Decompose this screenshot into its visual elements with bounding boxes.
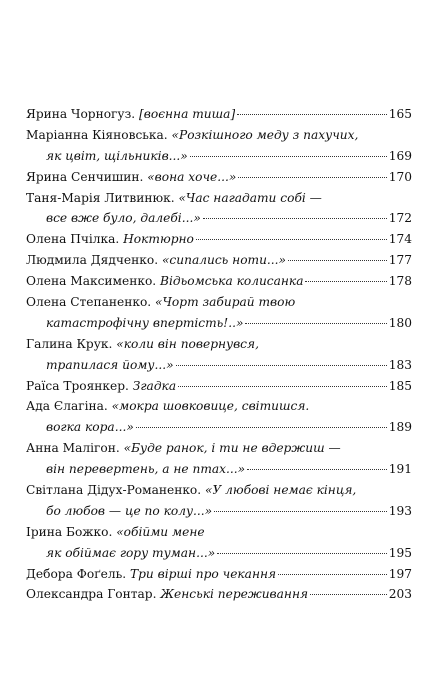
toc-author: Олена Максименко. bbox=[26, 274, 157, 289]
toc-title: «Час нагадати собі — bbox=[178, 190, 322, 205]
dot-leader bbox=[245, 322, 386, 324]
toc-entry-text bbox=[26, 501, 212, 522]
dot-leader bbox=[178, 385, 387, 387]
dot-leader bbox=[278, 573, 387, 575]
toc-title: «обійми мене bbox=[116, 524, 205, 539]
toc-author: Галина Крук. bbox=[26, 336, 113, 351]
toc-entry-line bbox=[26, 417, 412, 438]
toc-title: «Розкішного меду з пахучих, bbox=[171, 127, 359, 142]
toc-entry-line bbox=[26, 229, 412, 250]
toc-entry-line bbox=[26, 501, 412, 522]
toc-author: Ада Єлагіна. bbox=[26, 399, 108, 414]
toc-page-number: 191 bbox=[388, 462, 412, 477]
toc-entry-line bbox=[26, 564, 412, 585]
toc-title: Згадка bbox=[132, 378, 177, 393]
toc-page-number: 177 bbox=[388, 253, 412, 268]
toc-entry bbox=[26, 292, 412, 334]
toc-title: Відьомська колисанка bbox=[160, 274, 304, 289]
toc-page-number: 174 bbox=[388, 232, 412, 247]
toc-entry-line bbox=[26, 334, 412, 355]
toc-author: Маріанна Кіяновська. bbox=[26, 127, 168, 142]
toc-page-number: 195 bbox=[388, 545, 412, 560]
toc-entry-line bbox=[26, 584, 412, 605]
toc-entry-text bbox=[26, 125, 358, 146]
toc-entry bbox=[26, 104, 412, 125]
toc-entry-text bbox=[26, 417, 134, 438]
toc-title: «У любові немає кінця, bbox=[205, 483, 357, 498]
toc-title: [воєнна тиша] bbox=[139, 107, 236, 121]
toc-entry-line bbox=[26, 104, 412, 125]
dot-leader bbox=[203, 217, 387, 219]
toc-page-number: 180 bbox=[388, 315, 412, 330]
toc-entry-text bbox=[26, 396, 309, 417]
toc-entry-line bbox=[26, 208, 412, 229]
toc-entry bbox=[26, 396, 412, 438]
toc-entry-text bbox=[26, 292, 295, 313]
toc-title: «коли він повернувся, bbox=[116, 336, 259, 351]
toc-entry bbox=[26, 564, 412, 585]
toc-author: Ярина Сенчишин. bbox=[26, 169, 144, 184]
toc-entry bbox=[26, 376, 412, 397]
toc-page-number: 183 bbox=[388, 357, 412, 372]
toc-title: він перевертень, а не птах...» bbox=[46, 462, 246, 477]
toc-entry bbox=[26, 522, 412, 564]
dot-leader bbox=[214, 510, 387, 512]
dot-leader bbox=[310, 593, 387, 595]
dot-leader bbox=[288, 259, 387, 261]
toc-entry-line bbox=[26, 250, 412, 271]
toc-title: бо любов — це по колу...» bbox=[46, 503, 213, 518]
toc-page-number: 189 bbox=[388, 420, 412, 435]
toc-title: Женські переживання bbox=[160, 587, 309, 602]
toc-entry-line bbox=[26, 313, 412, 334]
toc-title: Три вірші про чекання bbox=[129, 566, 277, 581]
toc-entry bbox=[26, 334, 412, 376]
toc-author: Дебора Фоґель. bbox=[26, 566, 127, 581]
toc-entry bbox=[26, 438, 412, 480]
toc-title: все вже було, далебі...» bbox=[46, 211, 201, 226]
toc-entry-line bbox=[26, 459, 412, 480]
toc-title: як цвіт, щільників...» bbox=[46, 148, 188, 163]
toc-entry-line bbox=[26, 480, 412, 501]
toc-entry-line bbox=[26, 167, 412, 188]
toc-entry-text bbox=[26, 522, 205, 543]
toc-entry-text bbox=[26, 438, 341, 459]
toc-title: катастрофічну впертість!..» bbox=[46, 315, 244, 330]
toc-entry-line bbox=[26, 522, 412, 543]
toc-entry-text bbox=[26, 459, 245, 480]
toc-page-number: 193 bbox=[388, 503, 412, 518]
dot-leader bbox=[305, 280, 386, 282]
table-of-contents bbox=[26, 104, 412, 605]
toc-entry-text bbox=[26, 584, 308, 605]
toc-title: «Буде ранок, і ти не вдержиш — bbox=[123, 441, 341, 456]
toc-entry-text bbox=[26, 355, 174, 376]
toc-entry-text bbox=[26, 229, 194, 250]
toc-title: як обіймає гору туман...» bbox=[46, 545, 216, 560]
toc-entry-text bbox=[26, 146, 188, 167]
toc-entry-line bbox=[26, 271, 412, 292]
dot-leader bbox=[190, 155, 387, 157]
dot-leader bbox=[237, 113, 387, 115]
toc-entry-line bbox=[26, 146, 412, 167]
toc-page-number: 197 bbox=[388, 566, 412, 581]
toc-title: «Чорт забирай твою bbox=[155, 295, 296, 310]
toc-author: Таня-Марія Литвинюк. bbox=[26, 190, 175, 205]
toc-entry-line bbox=[26, 292, 412, 313]
toc-title: Ноктюрно bbox=[123, 232, 194, 247]
toc-entry-line bbox=[26, 543, 412, 564]
toc-entry-text bbox=[26, 208, 201, 229]
toc-author: Ярина Чорногуз. bbox=[26, 107, 136, 121]
toc-title: вогка кора...» bbox=[46, 420, 134, 435]
toc-entry-line bbox=[26, 355, 412, 376]
toc-title: «вона хоче...» bbox=[147, 169, 237, 184]
dot-leader bbox=[196, 238, 387, 240]
dot-leader bbox=[238, 176, 386, 178]
toc-author: Раїса Троянкер. bbox=[26, 378, 129, 393]
toc-author: Олена Пчілка. bbox=[26, 232, 120, 247]
toc-entry-text bbox=[26, 104, 235, 125]
toc-entry bbox=[26, 480, 412, 522]
toc-entry bbox=[26, 125, 412, 167]
toc-entry bbox=[26, 584, 412, 605]
toc-title: трапилася йому...» bbox=[46, 357, 174, 372]
toc-entry-line bbox=[26, 188, 412, 209]
toc-page-number: 169 bbox=[388, 148, 412, 163]
toc-entry-text bbox=[26, 334, 259, 355]
toc-entry bbox=[26, 167, 412, 188]
toc-page-number: 170 bbox=[388, 169, 412, 184]
toc-author: Людмила Дядченко. bbox=[26, 253, 159, 268]
toc-page-number: 203 bbox=[388, 587, 412, 602]
toc-entry-text bbox=[26, 543, 215, 564]
toc-entry-text bbox=[26, 188, 322, 209]
toc-author: Анна Малігон. bbox=[26, 441, 120, 456]
toc-entry bbox=[26, 250, 412, 271]
toc-entry-text bbox=[26, 564, 276, 585]
toc-author: Світлана Дідух-Романенко. bbox=[26, 483, 202, 498]
toc-page-number: 185 bbox=[388, 378, 412, 393]
toc-title: «сипались ноти...» bbox=[161, 253, 287, 268]
dot-leader bbox=[217, 552, 387, 554]
dot-leader bbox=[176, 364, 387, 366]
toc-entry-text bbox=[26, 271, 303, 292]
toc-page-number: 178 bbox=[388, 274, 412, 289]
toc-entry-line bbox=[26, 438, 412, 459]
toc-author: Олена Степаненко. bbox=[26, 295, 152, 310]
toc-title: «мокра шовковице, світишся. bbox=[111, 399, 310, 414]
toc-entry-text bbox=[26, 376, 176, 397]
toc-entry-line bbox=[26, 376, 412, 397]
toc-entry-text bbox=[26, 250, 286, 271]
toc-entry-line bbox=[26, 396, 412, 417]
dot-leader bbox=[136, 426, 387, 428]
toc-author: Олександра Гонтар. bbox=[26, 587, 157, 602]
toc-entry-text bbox=[26, 480, 356, 501]
toc-entry-text bbox=[26, 313, 243, 334]
toc-author: Ірина Божко. bbox=[26, 524, 113, 539]
toc-entry bbox=[26, 229, 412, 250]
toc-page-number: 165 bbox=[388, 107, 412, 121]
toc-page-number: 172 bbox=[388, 211, 412, 226]
dot-leader bbox=[247, 468, 387, 470]
toc-entry bbox=[26, 271, 412, 292]
toc-entry-text bbox=[26, 167, 236, 188]
toc-entry bbox=[26, 188, 412, 230]
toc-entry-line bbox=[26, 125, 412, 146]
